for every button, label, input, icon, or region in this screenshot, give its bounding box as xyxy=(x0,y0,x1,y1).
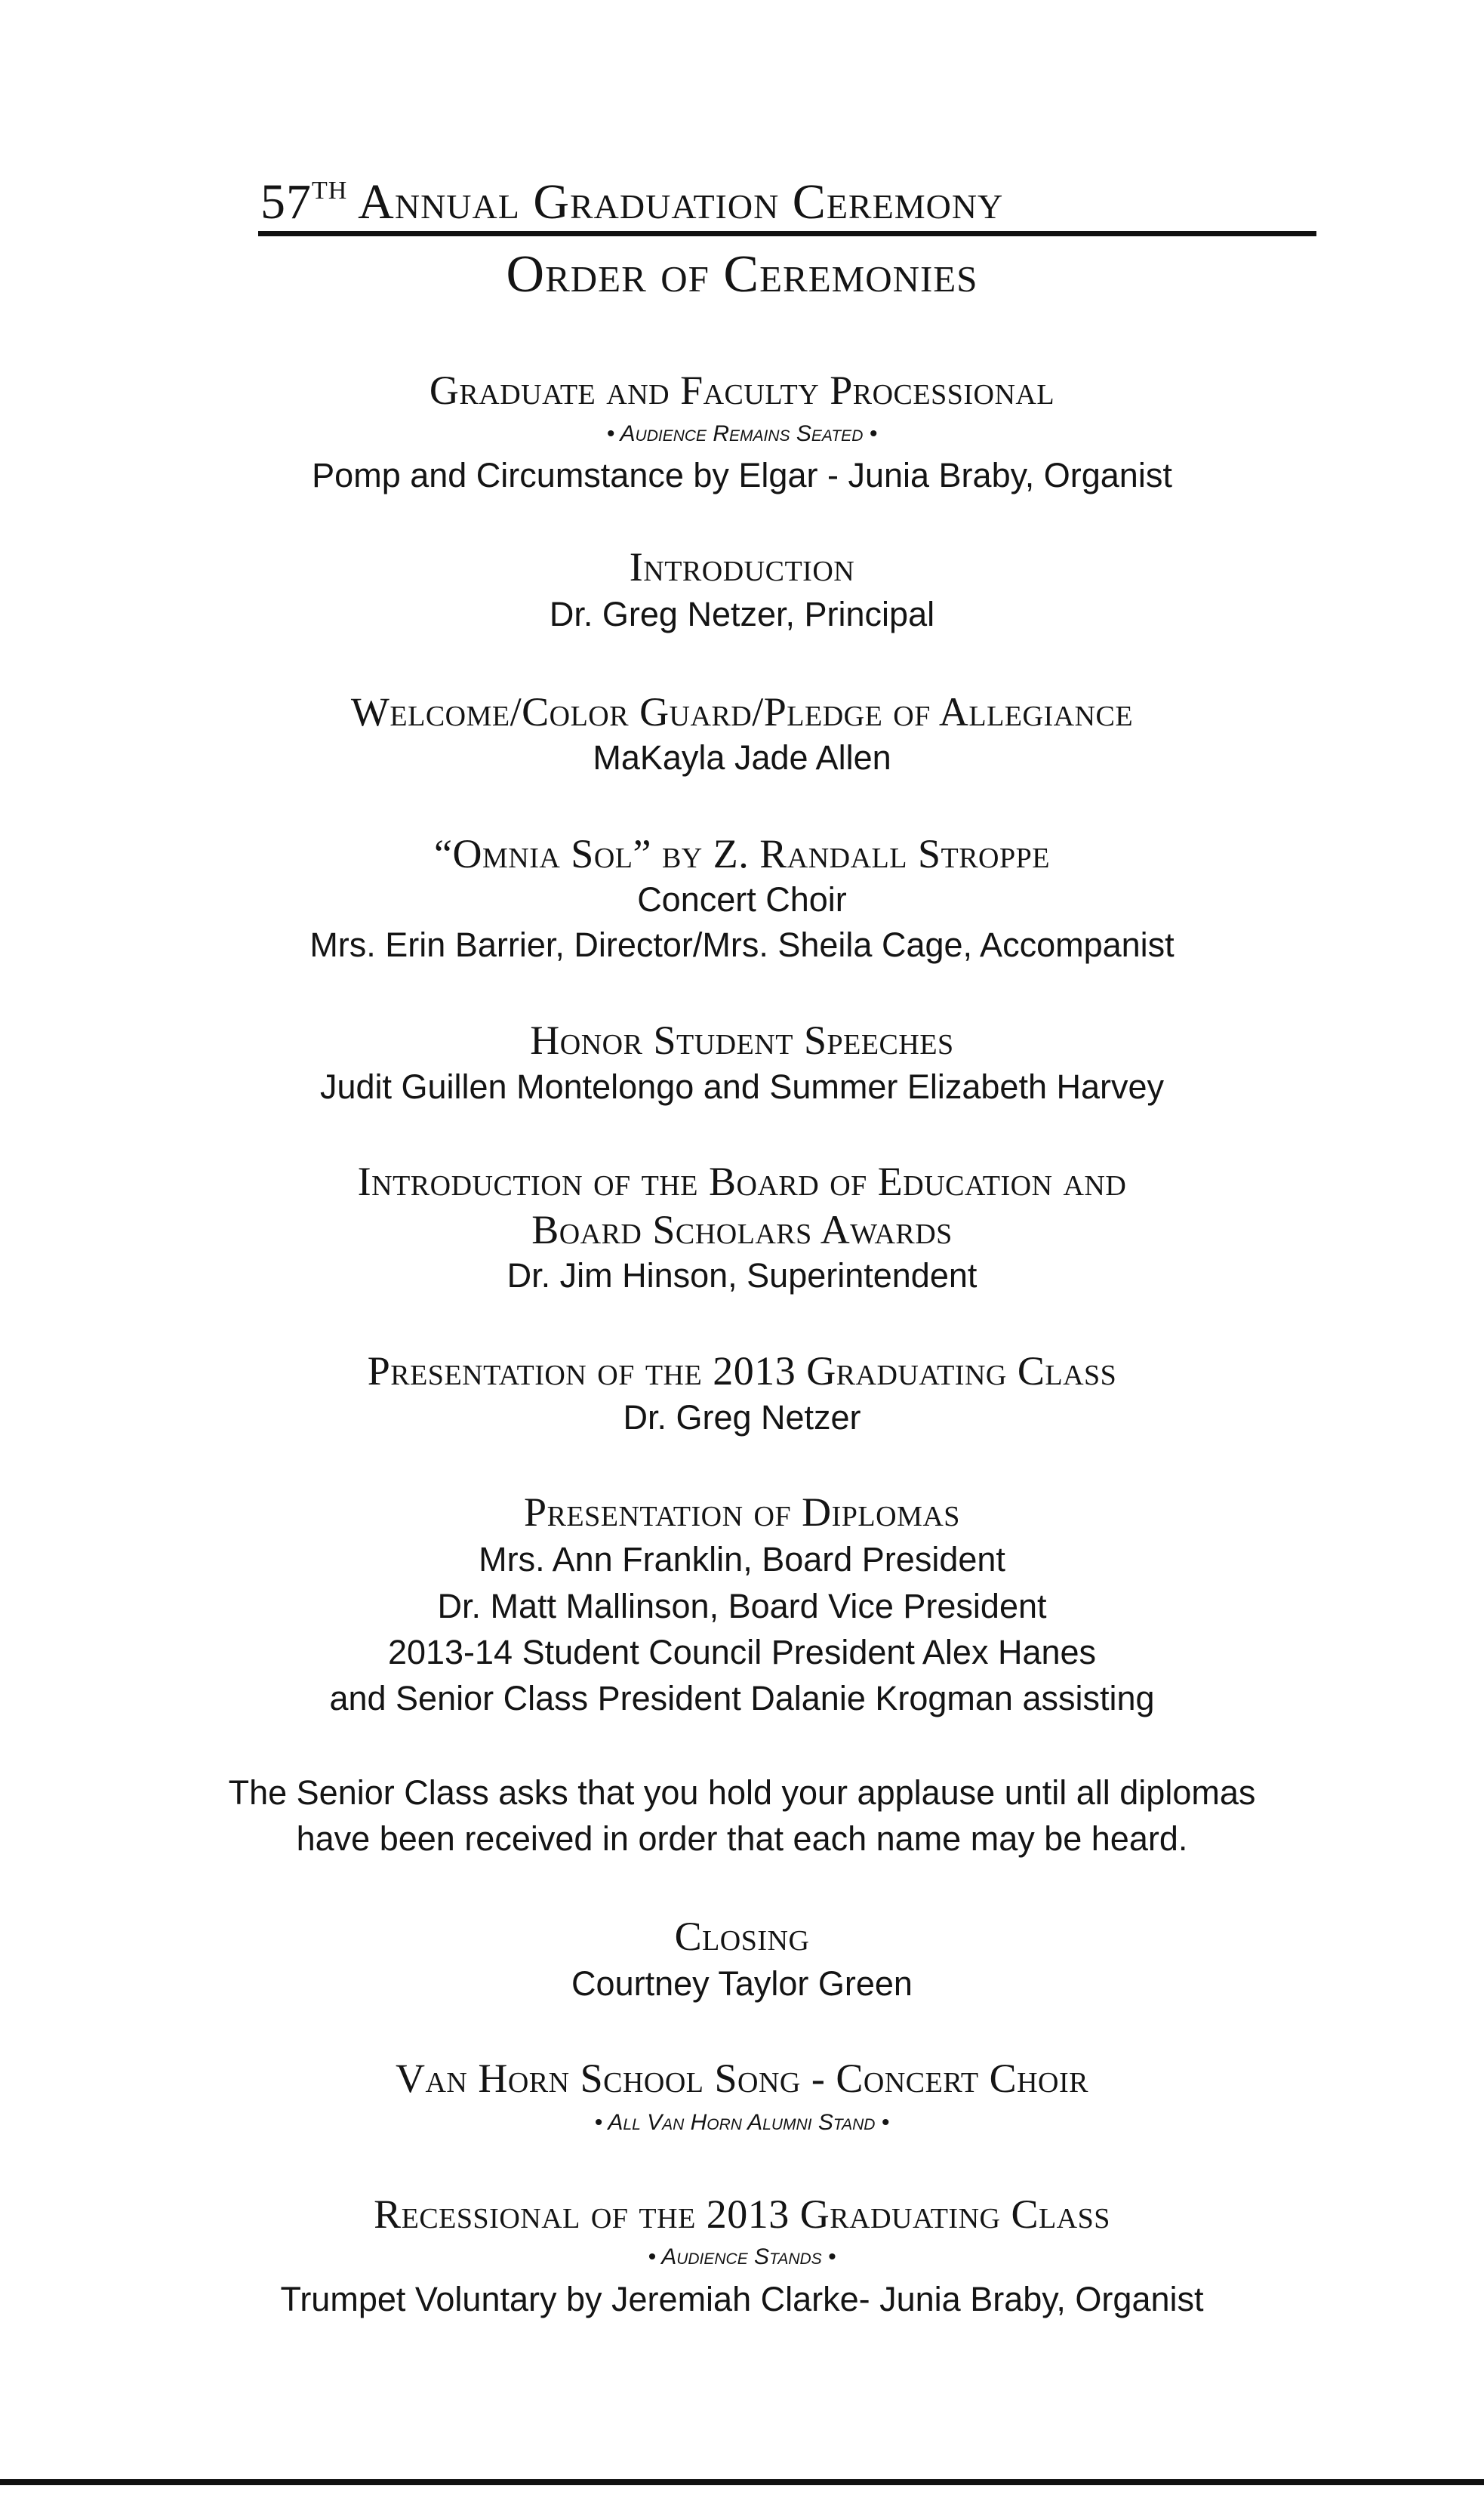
processional-note: • Audience Remains Seated • xyxy=(606,421,878,446)
applause-note-line-1: The Senior Class asks that you hold your applause until all diplomas xyxy=(228,1773,1256,1812)
recessional-detail: Trumpet Voluntary by Jeremiah Clarke- Junia Braby, Organist xyxy=(280,2280,1204,2318)
diplomas-detail-4: and Senior Class President Dalanie Krogman assisting xyxy=(329,1679,1155,1717)
diplomas-detail-1: Mrs. Ann Franklin, Board President xyxy=(479,1540,1005,1579)
class-presentation-heading: Presentation of the 2013 Graduating Class xyxy=(367,1348,1117,1394)
welcome-heading: Welcome/Color Guard/Pledge of Allegiance xyxy=(350,689,1134,735)
honor-speeches-detail: Judit Guillen Montelongo and Summer Elizabeth Harvey xyxy=(319,1067,1165,1106)
introduction-detail: Dr. Greg Netzer, Principal xyxy=(549,595,935,633)
recessional-note: • Audience Stands • xyxy=(648,2244,836,2269)
omnia-sol-performer: Concert Choir xyxy=(637,880,847,919)
board-intro-heading-line-1: Introduction of the Board of Education and xyxy=(357,1159,1127,1204)
board-intro-detail: Dr. Jim Hinson, Superintendent xyxy=(506,1256,978,1295)
ceremony-title-text: Annual Graduation Ceremony xyxy=(347,174,1004,229)
class-presentation-detail: Dr. Greg Netzer xyxy=(623,1398,861,1437)
ceremony-number: 57 xyxy=(260,174,312,229)
processional-heading: Graduate and Faculty Processional xyxy=(429,368,1055,413)
order-of-ceremonies-heading: Order of Ceremonies xyxy=(506,245,978,303)
school-song-heading: Van Horn School Song - Concert Choir xyxy=(395,2056,1088,2101)
diplomas-detail-3: 2013-14 Student Council President Alex Hanes xyxy=(387,1633,1097,1671)
omnia-sol-heading: “Omnia Sol” by Z. Randall Stroppe xyxy=(434,831,1050,876)
board-intro-heading-line-2: Board Scholars Awards xyxy=(531,1207,953,1252)
omnia-sol-credits: Mrs. Erin Barrier, Director/Mrs. Sheila Cage, Accompanist xyxy=(309,926,1175,964)
diplomas-heading: Presentation of Diplomas xyxy=(524,1489,960,1535)
welcome-detail: MaKayla Jade Allen xyxy=(593,738,891,777)
processional-detail: Pomp and Circumstance by Elgar - Junia Braby, Organist xyxy=(312,456,1172,494)
honor-speeches-heading: Honor Student Speeches xyxy=(530,1018,954,1063)
closing-heading: Closing xyxy=(674,1914,810,1959)
school-song-note: • All Van Horn Alumni Stand • xyxy=(594,2110,890,2135)
recessional-heading: Recessional of the 2013 Graduating Class xyxy=(374,2192,1110,2237)
ceremony-title xyxy=(260,157,1317,236)
ordinal-suffix: TH xyxy=(312,177,348,205)
diplomas-detail-2: Dr. Matt Mallinson, Board Vice President xyxy=(437,1587,1047,1625)
title-divider xyxy=(258,231,1316,236)
page-bottom-edge xyxy=(0,2479,1484,2485)
closing-detail: Courtney Taylor Green xyxy=(571,1964,913,2003)
introduction-heading: Introduction xyxy=(629,544,855,590)
applause-note-line-2: have been received in order that each name may be heard. xyxy=(296,1819,1188,1858)
